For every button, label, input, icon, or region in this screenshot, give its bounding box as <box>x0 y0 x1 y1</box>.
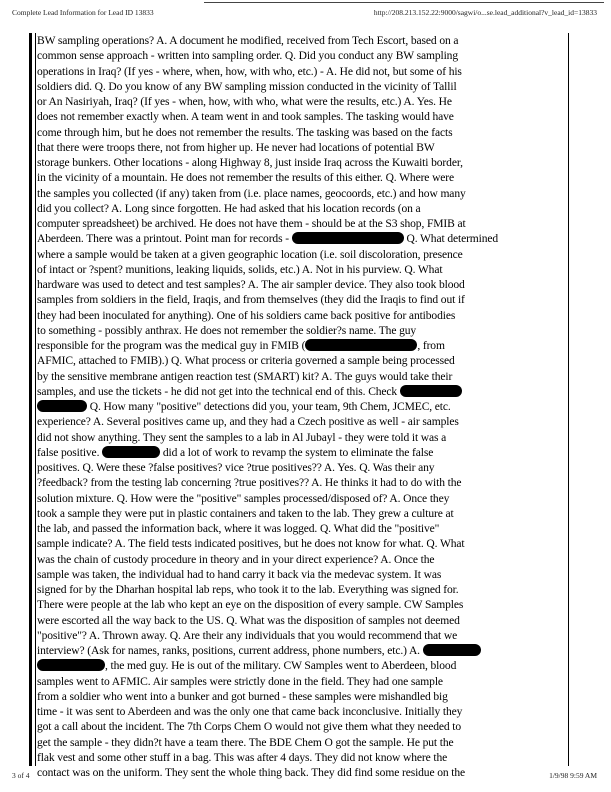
redaction-block <box>305 339 417 351</box>
text-line: samples went to AFMIC. Air samples were strictly done in the field. They had one sample <box>37 675 443 688</box>
text-line: to something - possibly anthrax. He does not remember the soldier?s name. The guy <box>37 324 417 337</box>
text-line: sample indicate? A. The field tests indicated positives, but he does not know for what. Q. What <box>37 538 465 551</box>
text-segment: did a lot of work to revamp the system to eliminate the false <box>160 446 434 459</box>
text-line: the samples you collected (if any) taken from (i.e. place names, geocoords, etc.) and how many <box>37 187 466 200</box>
left-margin-bar <box>29 33 32 766</box>
top-rule <box>204 2 604 3</box>
document-body <box>37 34 570 781</box>
text-line: did not show anything. They sent the samples to a lab in Al Jubayl - they were told it was a <box>37 431 447 444</box>
text-line: does not remember exactly when. A team went in and took samples. The tasking would have <box>37 111 454 124</box>
text-line <box>37 644 570 659</box>
text-line: flak vest and some other stuff in a bag. This was after 4 days. They did not know where the <box>37 751 448 764</box>
text-segment: , the med guy. He is out of the military. CW Samples went to Aberdeen, blood <box>105 660 457 673</box>
text-segment: Q. How many "positive" detections did you, your team, 9th Chem, JCMEC, etc. <box>87 401 451 413</box>
text-line: got a call about the incident. The 7th Corps Chem O would not give them what they needed to <box>37 721 462 734</box>
text-line: or An Nasiriyah, Iraq? (If yes - when, how, with who, what were the results, etc.) A. Yes. He <box>37 96 452 108</box>
text-segment: , from <box>417 340 445 352</box>
text-line: that there were troops there, not from higher up. He never had locations of potential BW <box>37 141 435 154</box>
redaction-block <box>102 446 160 458</box>
text-line: from a soldier who went into a bunker and got burned - these samples were mishandled big <box>37 690 448 703</box>
text-line: experience? A. Several positives came up, and they had a Czech positive as well - air samples <box>37 416 459 429</box>
text-line: did you collect? A. Long since forgotten. He had asked that his location records (on a <box>37 202 421 215</box>
page-header <box>0 0 611 20</box>
redaction-block <box>423 644 481 656</box>
text-line <box>37 659 570 674</box>
text-line: was the chain of custody procedure in theory and in your direct experience? A. Once the <box>37 553 435 566</box>
redaction-block <box>37 400 87 412</box>
text-line: operations in Iraq? (If yes - where, when, how, with who, etc.) - A. He did not, but some of his <box>37 65 462 78</box>
text-line: come through him, but he does not remember the results. The tasking was based on the facts <box>37 126 453 139</box>
text-line: "positive"? A. Thrown away. Q. Are their any individuals that you would recommend that we <box>37 629 458 642</box>
text-line <box>37 385 570 400</box>
text-line: solution mixture. Q. How were the "positive" samples processed/disposed of? A. Once they <box>37 492 450 505</box>
text-line: hardware was used to detect and test samples? A. The air sampler device. They also took blood <box>37 279 465 291</box>
text-line: soldiers did. Q. Do you know of any BW sampling mission conducted in the vicinity of Tallil <box>37 80 457 93</box>
text-segment: Q. What determined <box>403 233 499 246</box>
text-line <box>37 339 570 354</box>
text-line: computer spreadsheet) be archived. He does not have them - should be at the S3 shop, FMIB at <box>37 218 466 230</box>
text-line: positives. Q. Were these ?false positives? vice ?true positives?? A. Yes. Q. Was their any <box>37 462 435 474</box>
print-datetime: 1/9/98 9:59 AM <box>549 771 597 780</box>
text-line <box>37 400 570 415</box>
text-line <box>37 446 570 461</box>
text-line: time - it was sent to Aberdeen and was the only one that came back inconclusive. Initially they <box>37 706 463 718</box>
text-segment: interview? (Ask for names, ranks, positions, current address, phone numbers, etc.) A. <box>37 645 420 657</box>
text-line: by the sensitive membrane antigen reaction test (SMART) kit? A. The guys would take their <box>37 370 453 383</box>
text-line: were escorted all the way back to the US. Q. What was the disposition of samples not deemed <box>37 614 460 627</box>
text-line: ?feedback? from the testing lab concerning ?true positives?? A. He thinks it had to do with the <box>37 477 462 490</box>
text-segment: Aberdeen. There was a printout. Point man for records - <box>37 233 292 246</box>
text-line: storage bunkers. Other locations - along Highway 8, just inside Iraq across the Kuwaiti border, <box>37 157 463 169</box>
redaction-block <box>400 385 462 397</box>
redaction-block <box>292 232 404 244</box>
text-line: common sense approach - written into sampling order. Q. Did you conduct any BW sampling <box>37 50 458 63</box>
text-segment: samples, and use the tickets - he did not get into the technical end of this. Check <box>37 385 400 398</box>
text-line: There were people at the lab who kept an eye on the disposition of every sample. CW Samples <box>37 599 464 612</box>
text-line: took a sample they were put in plastic containers and taken to the lab. They grew a culture at <box>37 507 454 520</box>
header-url: http://208.213.152.22:9000/sagwi/o...se.lead_additional?v_lead_id=13833 <box>373 8 597 17</box>
text-line <box>37 232 570 247</box>
text-line: signed for by the Dharhan hospital lab reps, who took it to the lab. Everything was signed for. <box>37 584 459 596</box>
header-title: Complete Lead Information for Lead ID 13833 <box>12 8 154 17</box>
text-line: they had been inoculated for anything). One of his soldiers came back positive for antibodies <box>37 309 456 322</box>
text-line: get the sample - they didn?t have a team there. The BDE Chem O got the sample. He put the <box>37 736 454 749</box>
text-line: AFMIC, attached to FMIB).) Q. What process or criteria governed a sample being processed <box>37 355 455 368</box>
text-line: BW sampling operations? A. A document he modified, received from Tech Escort, based on a <box>37 35 459 47</box>
text-line: samples from soldiers in the field, Iraqis, and from themselves (they did the Iraqis to find out if <box>37 294 465 307</box>
text-segment: false positive. <box>37 446 103 459</box>
text-line: where a sample would be taken at a given geographic location (i.e. soil discoloration, presence <box>37 248 463 261</box>
text-segment: responsible for the program was the medical guy in FMIB ( <box>37 340 306 352</box>
left-margin-line <box>35 33 36 766</box>
text-line: sample was taken, the individual had to hand carry it back via the medevac system. It was <box>37 568 442 581</box>
text-line: the lab, and passed the information back, where it was logged. Q. What did the "positive" <box>37 523 440 535</box>
page-number: 3 of 4 <box>12 771 30 780</box>
text-line: contact was on the uniform. They sent the whole thing back. They did find some residue on the <box>37 767 466 779</box>
text-line: in the vicinity of a mountain. He does not remember the results of this either. Q. Where were <box>37 172 455 185</box>
text-line: of intact or ?spent? munitions, leaking liquids, solids, etc.) A. Not in his purview. Q. What <box>37 263 443 276</box>
redaction-block <box>37 659 105 671</box>
